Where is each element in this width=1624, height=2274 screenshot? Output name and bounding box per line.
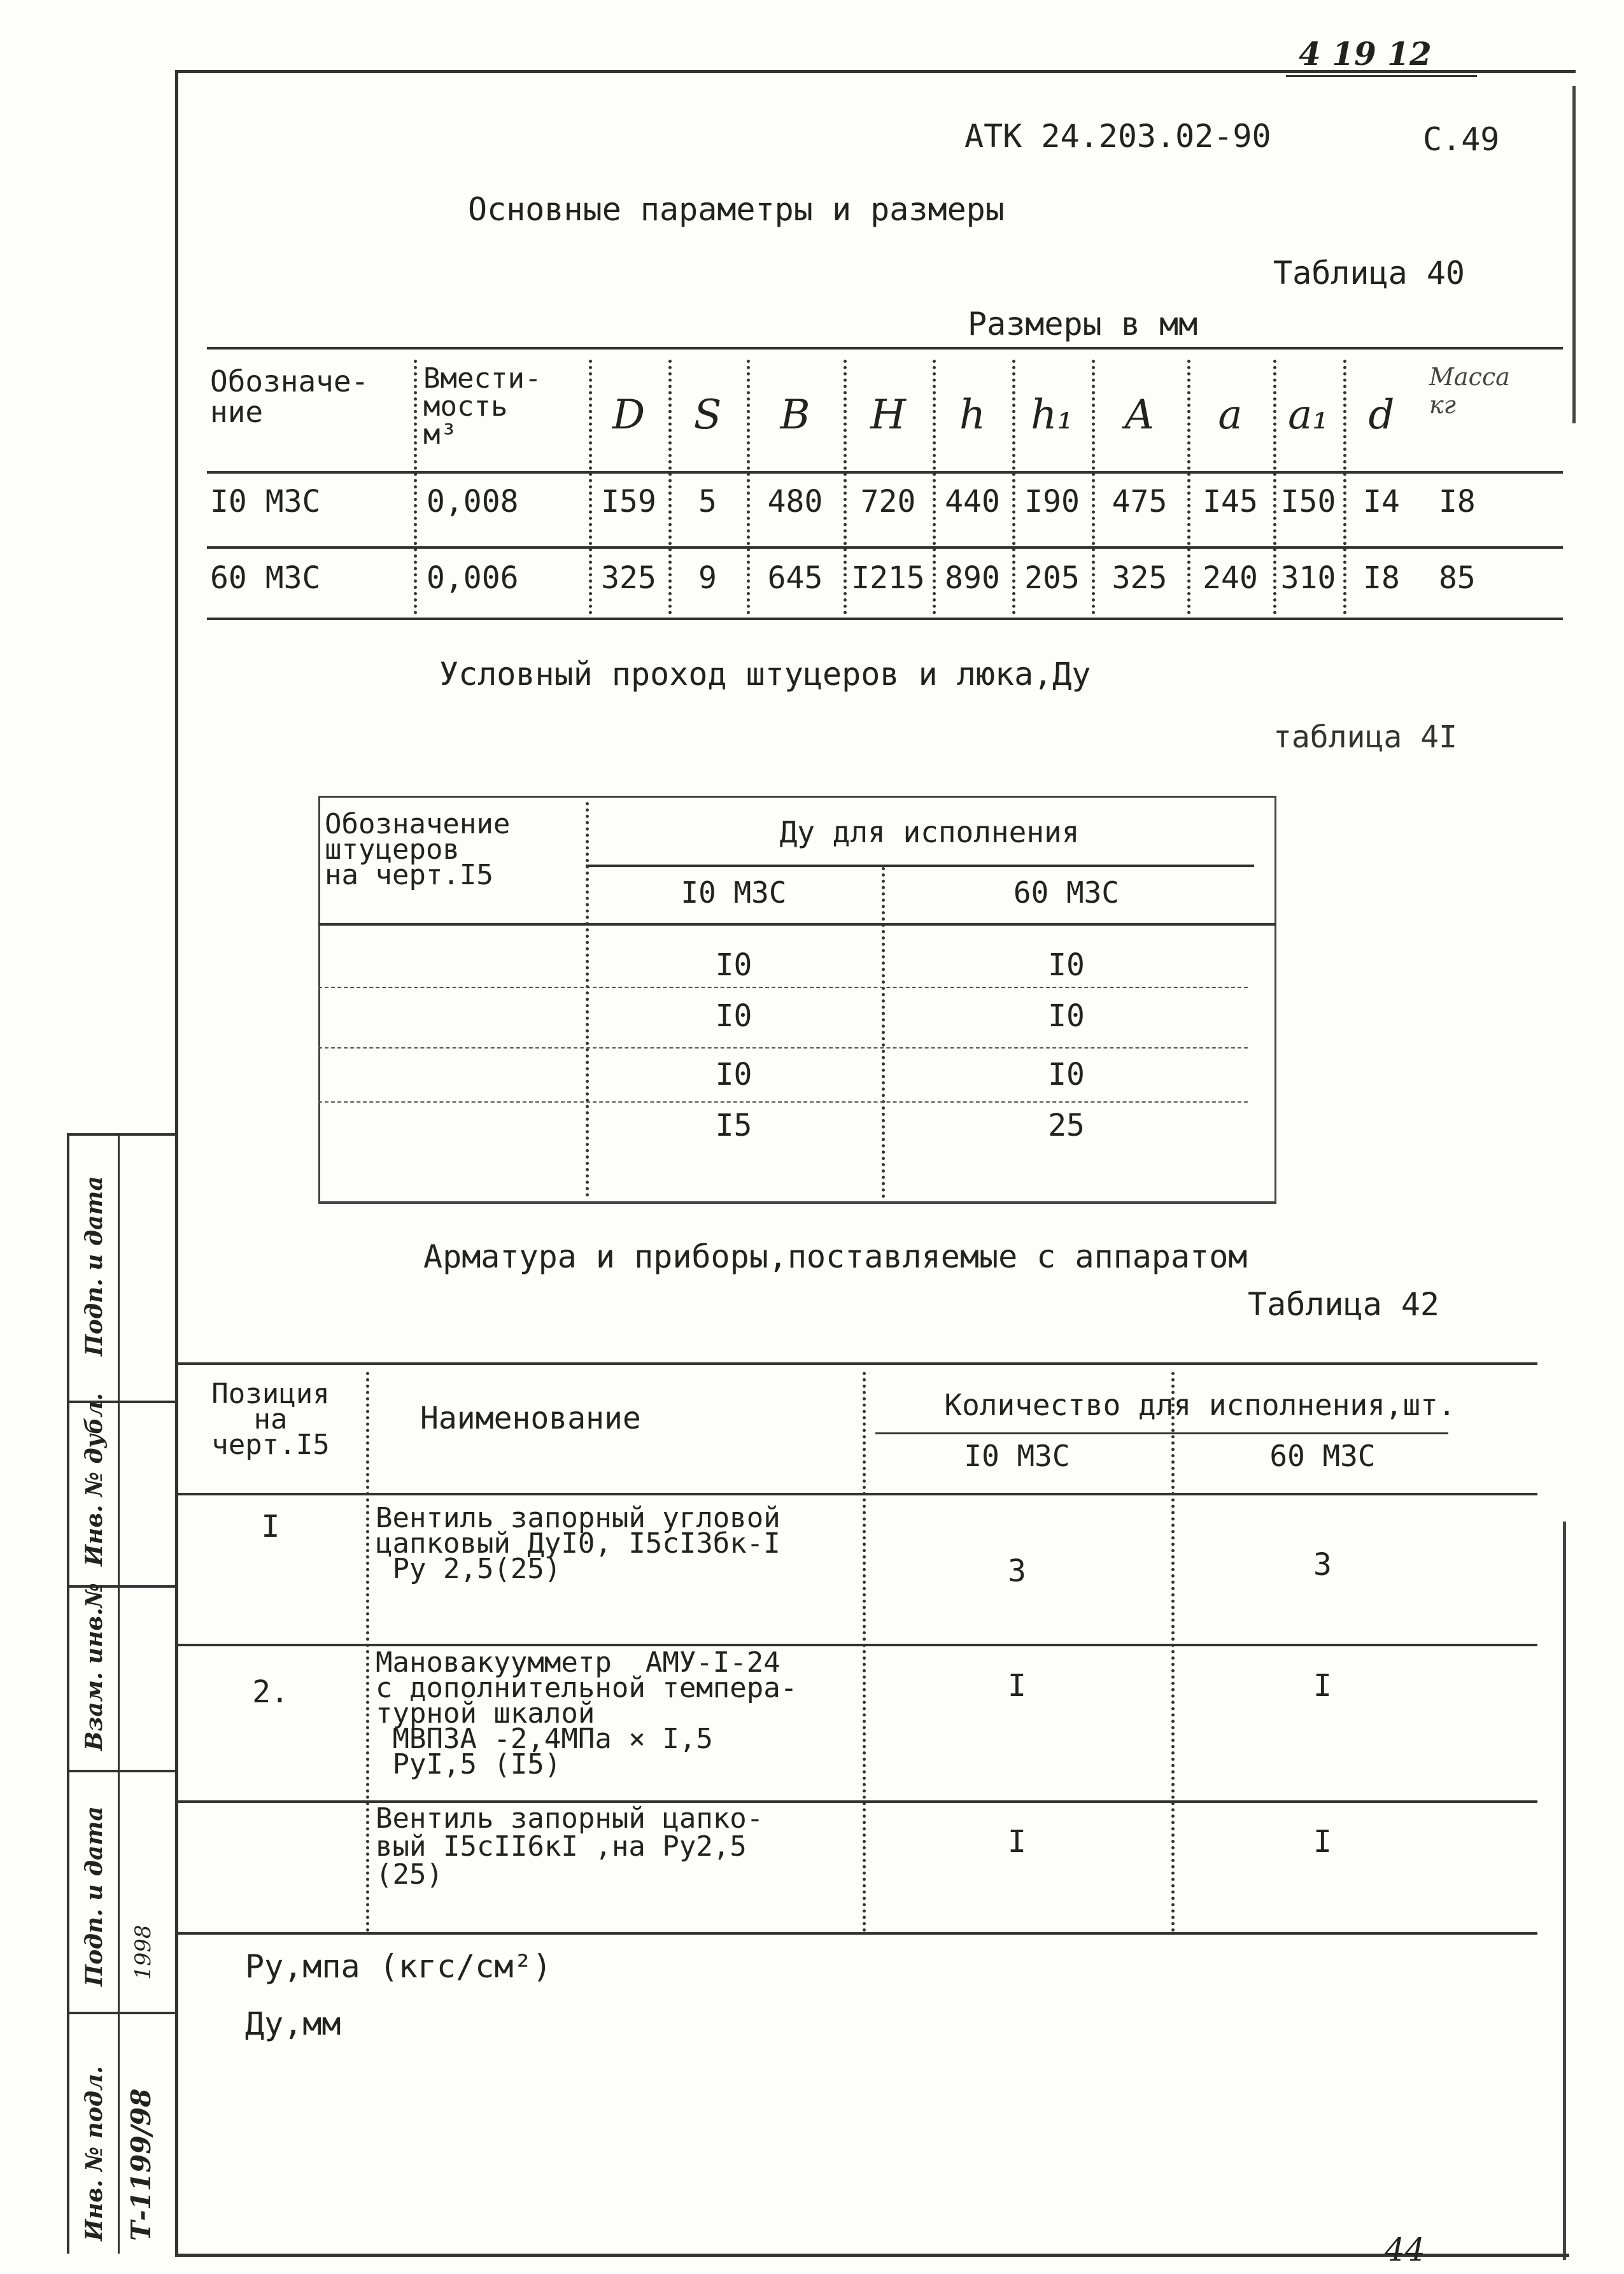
t40-r1-designation: I0 МЗС (210, 484, 321, 519)
t40-r1-D: I59 (601, 484, 656, 519)
t40-r1-a1: I50 (1280, 484, 1336, 519)
t41-r1-c2: I0 (1048, 947, 1085, 983)
table41 (318, 796, 1276, 1203)
t41-head-designation: Обозначение штуцеров на черт.I5 (325, 808, 511, 891)
stamp-inv-dubl: Инв. № дубл. (81, 1392, 108, 1566)
t40-r1-S: 5 (698, 484, 717, 519)
stamp-rule (67, 1133, 175, 1136)
t40-r2-D: 325 (601, 560, 656, 596)
page-mark-underline (1286, 75, 1477, 77)
t42-r1-position: I (261, 1509, 280, 1544)
t42-r1-qty1: 3 (1008, 1553, 1026, 1589)
stamp-vzam-inv: Взам. инв.№ (81, 1583, 108, 1751)
table41-head-rule (318, 923, 1276, 926)
section1-title: Основные параметры и размеры (468, 191, 1005, 228)
table41-right-rule (1274, 796, 1276, 1203)
t40-r2-a: 240 (1203, 560, 1258, 596)
t40-r2-d: I8 (1363, 560, 1400, 596)
t42-r2-qty2: I (1313, 1668, 1332, 1704)
t41-row-rule (318, 1101, 1248, 1103)
t41-r1-c1: I0 (715, 947, 752, 983)
col-header-designation: Обозначе- ние (210, 364, 369, 429)
frame-bottom-border (175, 2254, 1569, 2257)
col-header-A: A (1124, 392, 1155, 439)
t40-r2-S: 9 (698, 560, 717, 596)
table41-group-rule (586, 865, 1254, 867)
t41-r2-c2: I0 (1048, 998, 1085, 1034)
t42-r3-qty1: I (1008, 1824, 1026, 1860)
t42-head-sub1: I0 МЗС (964, 1439, 1070, 1473)
section2-title: Условный проход штуцеров и люка,Ду (439, 656, 1091, 693)
t40-r2-mass: 85 (1439, 560, 1476, 596)
t40-r1-h: 440 (945, 484, 1000, 519)
t42-r2-qty1: I (1008, 1668, 1026, 1704)
stamp-sign-date-1: Подп. и дата (81, 1176, 108, 1356)
t42-head-sub2: 60 МЗС (1269, 1439, 1376, 1473)
t42-r1-qty2: 3 (1313, 1547, 1332, 1583)
stamp-inner-rule (118, 1133, 120, 2254)
col-divider (366, 1372, 369, 1932)
t41-head-group: Ду для исполнения (779, 815, 1080, 849)
t41-r4-c1: I5 (715, 1108, 752, 1143)
col-header-S: S (693, 392, 722, 439)
t40-r1-B: 480 (767, 484, 823, 519)
table40-row-rule (207, 546, 1563, 549)
table41-bottom-rule (318, 1201, 1276, 1204)
table42-group-rule (875, 1432, 1448, 1434)
t40-r1-d: I4 (1363, 484, 1400, 519)
t41-head-sub1: I0 МЗС (681, 875, 787, 910)
col-header-capacity: Вмести- мость м³ (423, 362, 542, 451)
t42-head-position: Позиция на черт.I5 (211, 1378, 330, 1461)
t42-r1-name: Вентиль запорный угловой цапковый ДуI0, I5сI3бк-I Ру 2,5(25) (376, 1502, 780, 1585)
table42-head-rule (175, 1493, 1537, 1495)
t40-r2-B: 645 (767, 560, 823, 596)
stamp-outer-rule (67, 1133, 69, 2254)
t40-r2-A: 325 (1112, 560, 1168, 596)
col-header-a1: a₁ (1288, 392, 1329, 439)
table42-label: Таблица 42 (1248, 1286, 1440, 1323)
note-diameter-units: Ду,мм (245, 2005, 341, 2042)
t40-r1-A: 475 (1112, 484, 1168, 519)
t41-head-sub2: 60 МЗС (1013, 875, 1120, 910)
t42-r3-qty2: I (1313, 1824, 1332, 1860)
t40-r2-a1: 310 (1280, 560, 1336, 596)
t42-head-group: Количество для исполнения,шт. (944, 1388, 1456, 1422)
t41-r2-c1: I0 (715, 998, 752, 1034)
table42-bottom-rule (175, 1932, 1537, 1935)
table40-top-rule (207, 347, 1563, 350)
stamp-sign-date-2: Подп. и дата (81, 1806, 108, 1986)
col-header-d: d (1368, 392, 1395, 439)
frame-right-border-lower (1563, 1522, 1566, 2260)
t40-r2-H: I215 (851, 560, 925, 596)
side-stamp (67, 1133, 175, 2254)
table40-head-rule (207, 471, 1563, 474)
t40-r1-H: 720 (860, 484, 916, 519)
section3-title: Арматура и приборы,поставляемые с аппаратом (423, 1238, 1248, 1275)
t41-r3-c1: I0 (715, 1057, 752, 1092)
col-header-mass: Масса кг (1429, 363, 1510, 419)
col-divider (414, 360, 417, 614)
stamp-rule (67, 2012, 175, 2014)
t40-r2-capacity: 0,006 (427, 560, 519, 596)
table42-top-rule (175, 1362, 1537, 1365)
col-header-h1: h₁ (1031, 392, 1073, 439)
table40-units: Размеры в мм (968, 306, 1198, 343)
stamp-inv-number: Т-1199/98 (125, 2088, 157, 2241)
t41-row-rule (318, 987, 1248, 988)
t42-r3-name: Вентиль запорный цапко- вый I5сII6кI ,на Ру2,5 (25) (376, 1802, 764, 1891)
t40-r1-h1: I90 (1024, 484, 1080, 519)
t41-r4-c2: 25 (1048, 1108, 1085, 1143)
t41-r3-c2: I0 (1048, 1057, 1085, 1092)
t42-r2-name: Мановакуумметр АМУ-I-24 с дополнительной темпера- турной шкалой МВПЗА -2,4МПа × I,5 РуI,5 (I5) (376, 1646, 798, 1781)
table42 (175, 1362, 1537, 1999)
col-header-h: h (959, 392, 986, 439)
stamp-rule (67, 1770, 175, 1772)
table40 (207, 347, 1563, 621)
t41-row-rule (318, 1047, 1248, 1049)
t40-r2-h1: 205 (1024, 560, 1080, 596)
col-header-H: H (870, 392, 906, 439)
footer-page-number: 44 (1385, 2231, 1425, 2268)
document-code: АТК 24.203.02-90 (964, 118, 1271, 155)
table40-bottom-rule (207, 618, 1563, 620)
table41-left-rule (318, 796, 320, 1203)
t42-head-name: Наименование (420, 1401, 641, 1436)
frame-right-border (1572, 86, 1576, 423)
page-mark: 4 19 12 (1299, 35, 1432, 73)
col-header-a: a (1218, 392, 1243, 439)
page-number: С.49 (1423, 121, 1500, 158)
col-header-D: D (612, 392, 646, 439)
stamp-signature-date: 1998 (131, 1924, 156, 1980)
col-header-B: B (780, 392, 810, 439)
t42-r2-position: 2. (252, 1674, 289, 1710)
t40-r1-mass: I8 (1439, 484, 1476, 519)
note-pressure-units: Ру,мпа (кгс/см²) (245, 1948, 552, 1985)
t40-r1-a: I45 (1203, 484, 1258, 519)
table41-top-rule (318, 796, 1276, 798)
table40-label: Таблица 40 (1273, 255, 1465, 292)
t40-r2-designation: 60 МЗС (210, 560, 321, 596)
t40-r2-h: 890 (945, 560, 1000, 596)
t40-r1-capacity: 0,008 (427, 484, 519, 519)
table41-label: таблица 4I (1273, 719, 1457, 755)
stamp-inv-podl: Инв. № подл. (81, 2066, 108, 2241)
